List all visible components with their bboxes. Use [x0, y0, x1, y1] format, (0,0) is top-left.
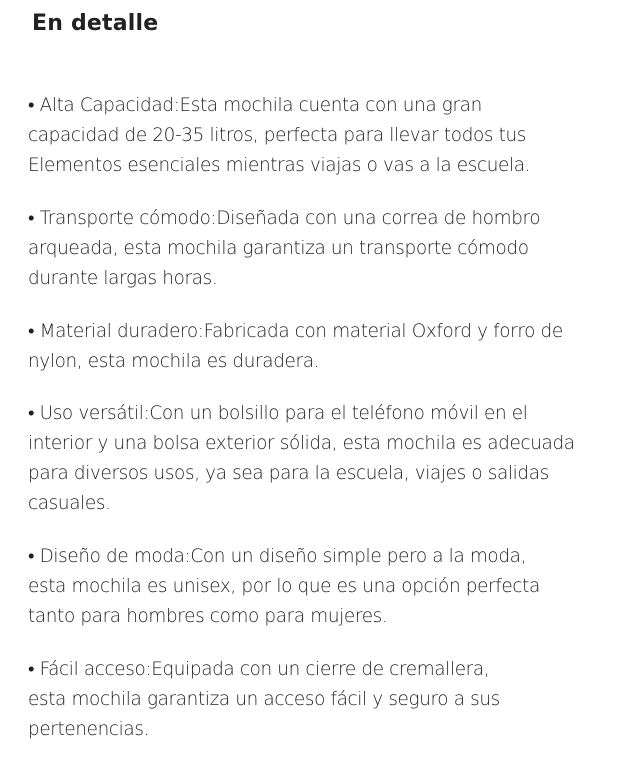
- detail-item-facil-acceso: [28, 655, 628, 745]
- detail-item-material-duradero: [28, 317, 628, 377]
- detail-item-transporte-comodo: [28, 204, 628, 294]
- detail-line: capacidad de 20-35 litros, perfecta para llevar todos tus: [28, 125, 527, 146]
- detail-line: pertenencias.: [28, 719, 150, 740]
- detail-line: • Uso versátil:Con un bolsillo para el teléfono móvil en el: [28, 403, 528, 424]
- detail-line: • Material duradero:Fabricada con material Oxford y forro de: [28, 321, 563, 342]
- page-title: En detalle: [32, 11, 159, 36]
- detail-line: esta mochila es unisex, por lo que es una opción perfecta: [28, 576, 540, 597]
- detail-line: tanto para hombres como para mujeres.: [28, 606, 388, 627]
- detail-line: para diversos usos, ya sea para la escuela, viajes o salidas: [28, 463, 549, 484]
- detail-line: • Transporte cómodo:Diseñada con una correa de hombro: [28, 208, 541, 229]
- detail-item-uso-versatil: [28, 399, 628, 519]
- detail-line: • Diseño de moda:Con un diseño simple pero a la moda,: [28, 546, 527, 567]
- detail-line: • Fácil acceso:Equipada con un cierre de cremallera,: [28, 659, 490, 680]
- detail-line: arqueada, esta mochila garantiza un transporte cómodo: [28, 238, 529, 259]
- detail-line: casuales.: [28, 493, 111, 514]
- detail-line: Elementos esenciales mientras viajas o vas a la escuela.: [28, 155, 531, 176]
- detail-item-alta-capacidad: [28, 91, 628, 181]
- detail-line: durante largas horas.: [28, 268, 218, 289]
- detail-item-diseno-de-moda: [28, 542, 628, 632]
- detail-line: interior y una bolsa exterior sólida, esta mochila es adecuada: [28, 433, 575, 454]
- detail-line: nylon, esta mochila es duradera.: [28, 351, 320, 372]
- detail-line: • Alta Capacidad:Esta mochila cuenta con una gran: [28, 95, 482, 116]
- detail-line: esta mochila garantiza un acceso fácil y seguro a sus: [28, 689, 500, 710]
